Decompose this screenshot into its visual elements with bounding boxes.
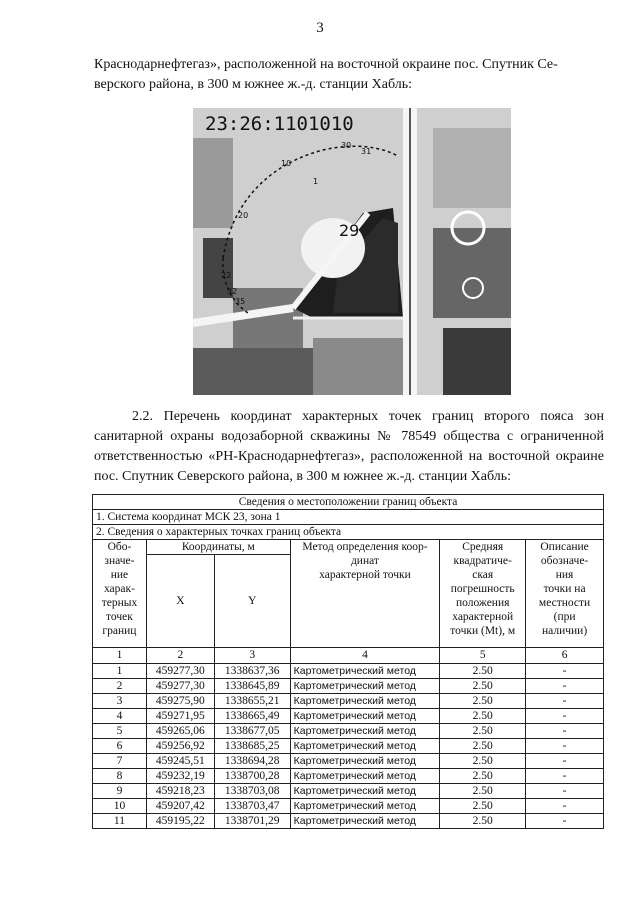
coord-y: 1338637,36: [214, 664, 290, 679]
error-cell: 2.50: [440, 799, 526, 814]
map-point-label: 10: [281, 159, 292, 168]
coord-y: 1338655,21: [214, 694, 290, 709]
col-x: X: [146, 555, 214, 648]
col-y: Y: [214, 555, 290, 648]
col-number: 5: [440, 648, 526, 664]
point-number: 3: [93, 694, 147, 709]
coord-x: 459195,22: [146, 814, 214, 829]
coord-y: 1338645,89: [214, 679, 290, 694]
col-designation: Обо- значе- ние харак- терных точек границ: [93, 540, 147, 648]
error-cell: 2.50: [440, 769, 526, 784]
coordinate-system: 1. Система координат МСК 23, зона 1: [93, 510, 604, 525]
description-cell: -: [526, 754, 604, 769]
error-cell: 2.50: [440, 784, 526, 799]
table-row: [93, 784, 604, 799]
aerial-map: [193, 108, 511, 395]
coord-x: 459277,30: [146, 664, 214, 679]
description-cell: -: [526, 664, 604, 679]
coord-x: 459232,19: [146, 769, 214, 784]
intro-line: Краснодарнефтегаз», расположенной на восточной окраине пос. Спутник Се-: [94, 57, 558, 72]
coord-x: 459275,90: [146, 694, 214, 709]
method-cell: Картометрический метод: [290, 664, 440, 679]
description-cell: -: [526, 814, 604, 829]
map-zone-label: 29: [339, 221, 360, 240]
error-cell: 2.50: [440, 739, 526, 754]
coord-y: 1338700,28: [214, 769, 290, 784]
method-cell: Картометрический метод: [290, 799, 440, 814]
point-number: 6: [93, 739, 147, 754]
coord-y: 1338703,47: [214, 799, 290, 814]
error-cell: 2.50: [440, 754, 526, 769]
description-cell: -: [526, 679, 604, 694]
coord-y: 1338694,28: [214, 754, 290, 769]
coord-y: 1338701,29: [214, 814, 290, 829]
table-row: [93, 814, 604, 829]
point-number: 11: [93, 814, 147, 829]
coord-x: 459271,95: [146, 709, 214, 724]
point-number: 4: [93, 709, 147, 724]
point-number: 2: [93, 679, 147, 694]
coord-x: 459256,92: [146, 739, 214, 754]
coord-x: 459245,51: [146, 754, 214, 769]
map-point-label: 1: [313, 177, 319, 186]
error-cell: 2.50: [440, 664, 526, 679]
description-cell: -: [526, 709, 604, 724]
coord-y: 1338665,49: [214, 709, 290, 724]
error-cell: 2.50: [440, 724, 526, 739]
error-cell: 2.50: [440, 709, 526, 724]
error-cell: 2.50: [440, 679, 526, 694]
table-row: [93, 724, 604, 739]
description-cell: -: [526, 694, 604, 709]
method-cell: Картометрический метод: [290, 709, 440, 724]
table-row: [93, 799, 604, 814]
method-cell: Картометрический метод: [290, 739, 440, 754]
coord-y: 1338685,25: [214, 739, 290, 754]
method-cell: Картометрический метод: [290, 694, 440, 709]
method-cell: Картометрический метод: [290, 784, 440, 799]
table-title: Сведения о местоположении границ объекта: [93, 495, 604, 510]
method-cell: Картометрический метод: [290, 754, 440, 769]
map-point-label: 35: [235, 297, 246, 306]
col-error: Средняя квадратиче- ская погрешность положения характерной точки (Mt), м: [440, 540, 526, 648]
map-point-label: 20: [238, 211, 249, 220]
coord-x: 459207,42: [146, 799, 214, 814]
point-number: 10: [93, 799, 147, 814]
col-description: Описание обозначе- ния точки на местности (при наличии): [526, 540, 604, 648]
col-coordinates: Координаты, м: [146, 540, 290, 555]
table-row: [93, 694, 604, 709]
col-method: Метод определения коор- динат характерной точки: [290, 540, 440, 648]
point-number: 7: [93, 754, 147, 769]
col-number: 4: [290, 648, 440, 664]
col-number: 1: [93, 648, 147, 664]
points-heading: 2. Сведения о характерных точках границ объекта: [93, 525, 604, 540]
col-number: 6: [526, 648, 604, 664]
table-row: [93, 679, 604, 694]
map-point-label: 31: [361, 147, 372, 156]
coord-y: 1338677,05: [214, 724, 290, 739]
description-cell: -: [526, 799, 604, 814]
intro-paragraph: [94, 55, 604, 95]
point-number: 5: [93, 724, 147, 739]
table-row: [93, 709, 604, 724]
intro-line: верского района, в 300 м южнее ж.-д. станции Хабль:: [94, 77, 413, 92]
col-number: 3: [214, 648, 290, 664]
map-point-label: 30: [341, 141, 352, 150]
method-cell: Картометрический метод: [290, 769, 440, 784]
table-row: [93, 664, 604, 679]
coord-y: 1338703,08: [214, 784, 290, 799]
coord-x: 459277,30: [146, 679, 214, 694]
map-point-label: 22: [221, 271, 232, 280]
method-cell: Картометрический метод: [290, 814, 440, 829]
point-number: 1: [93, 664, 147, 679]
method-cell: Картометрический метод: [290, 724, 440, 739]
coord-x: 459218,23: [146, 784, 214, 799]
coordinates-table-wrap: [92, 494, 604, 829]
coord-x: 459265,06: [146, 724, 214, 739]
error-cell: 2.50: [440, 814, 526, 829]
coordinates-table: [92, 494, 604, 829]
table-row: [93, 769, 604, 784]
col-number: 2: [146, 648, 214, 664]
point-number: 9: [93, 784, 147, 799]
table-row: [93, 739, 604, 754]
method-cell: Картометрический метод: [290, 679, 440, 694]
point-number: 8: [93, 769, 147, 784]
description-cell: -: [526, 784, 604, 799]
description-cell: -: [526, 724, 604, 739]
map-cadastral-label: 23:26:1101010: [205, 113, 354, 135]
description-cell: -: [526, 739, 604, 754]
page-number: 3: [316, 20, 324, 36]
map-point-label: 32: [227, 287, 238, 296]
table-row: [93, 754, 604, 769]
aerial-map-drawing: [193, 108, 511, 395]
description-cell: -: [526, 769, 604, 784]
error-cell: 2.50: [440, 694, 526, 709]
section-heading: 2.2. Перечень координат характерных точек границ второго пояса зон санитарной охраны водозаборной скважины № 78549 общества с ограниченной ответственностью «РН-Краснодарнефтегаз», расположенной на восточной окраине пос. Спутник Северского района, в 300 м южнее ж.-д. станции Хабль:: [94, 409, 604, 484]
